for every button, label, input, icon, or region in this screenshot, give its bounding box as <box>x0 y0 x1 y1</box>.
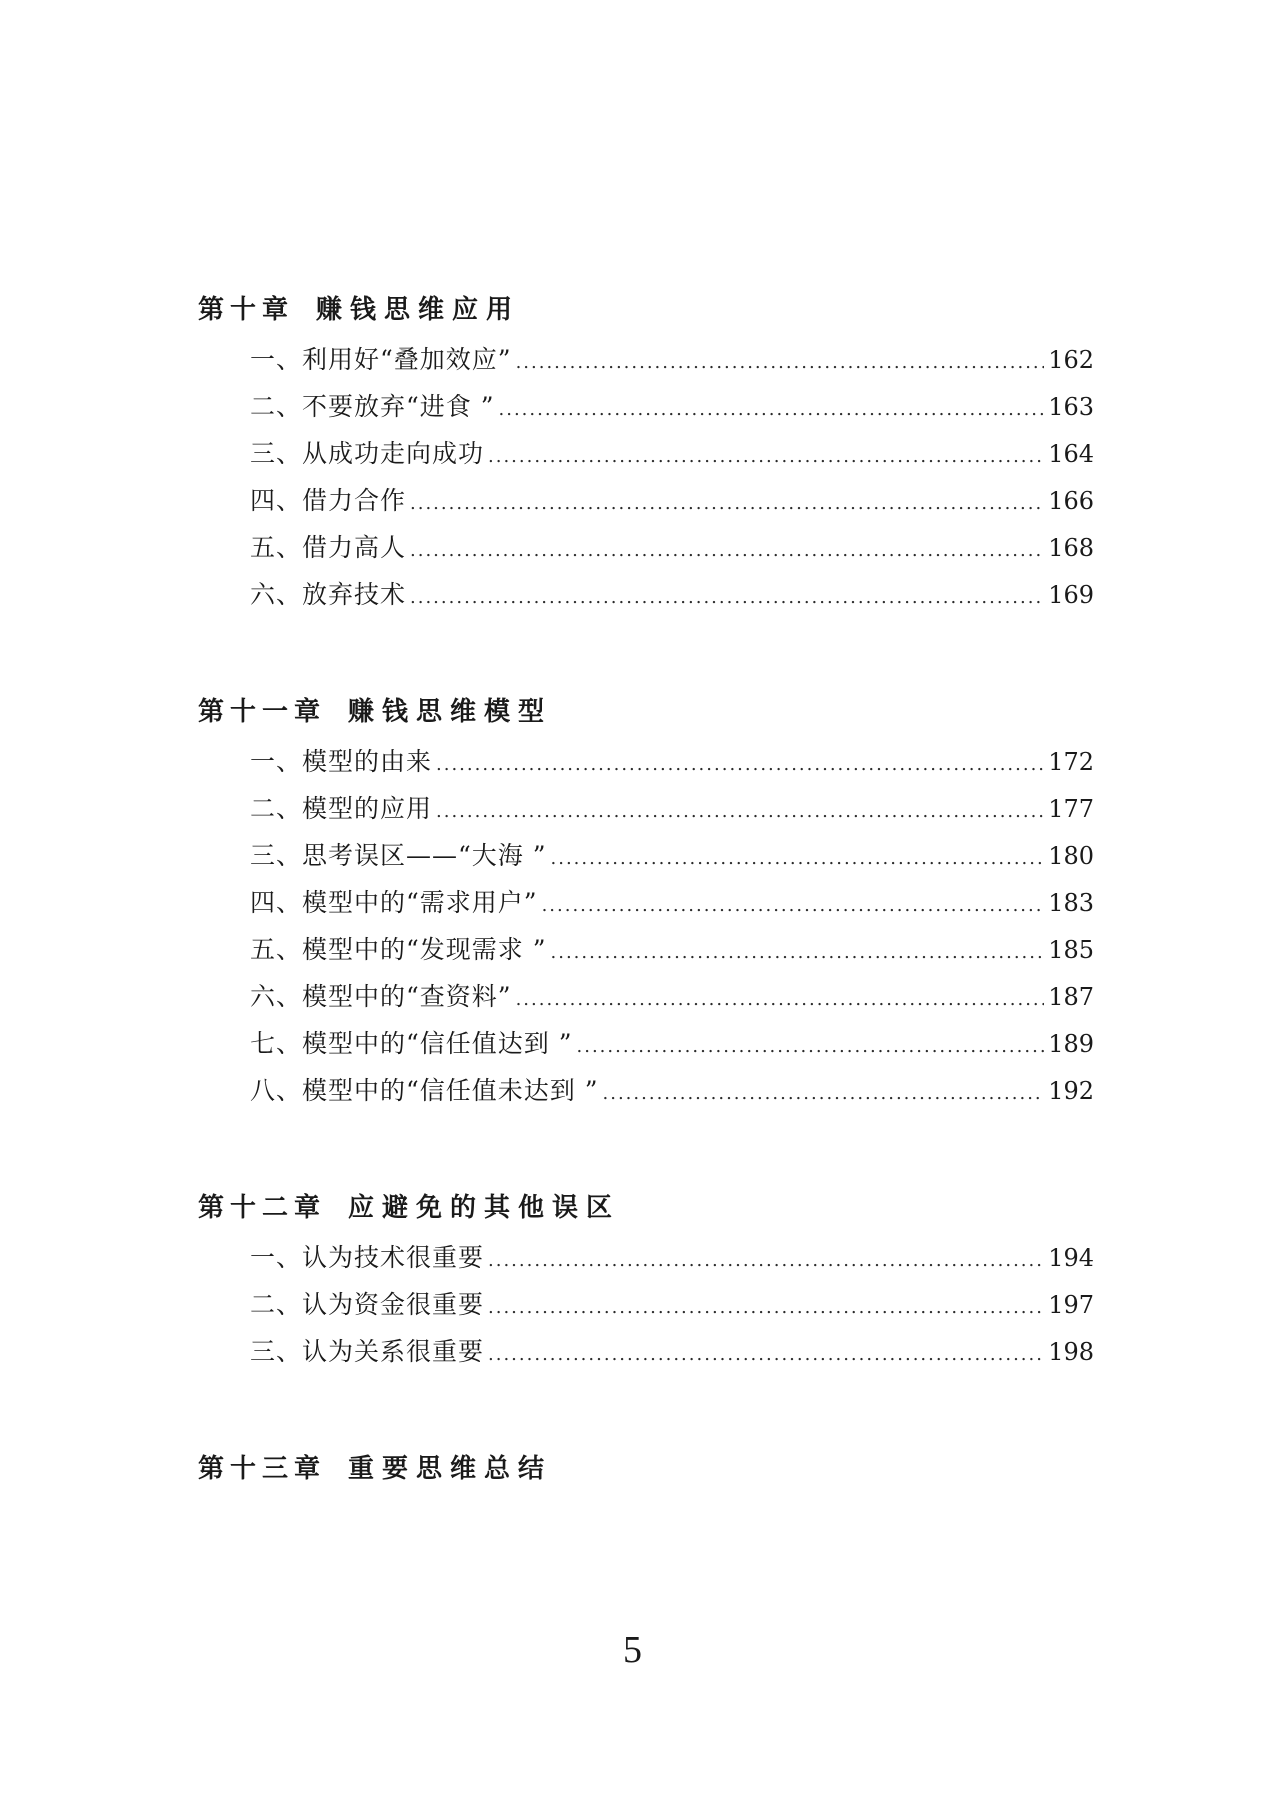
entry-title: 四、模型中的“需求用户” <box>250 888 538 917</box>
dot-leader <box>410 480 1044 527</box>
chapter-12 <box>198 1188 1094 1375</box>
chapter-name: 重要思维总结 <box>348 1454 553 1484</box>
toc-entry[interactable] <box>198 1020 1094 1067</box>
toc-entry[interactable] <box>198 571 1094 618</box>
dot-leader <box>603 1070 1045 1117</box>
toc-entry[interactable] <box>198 879 1094 926</box>
toc-entry[interactable] <box>198 1067 1094 1114</box>
entry-page-number: 192 <box>1048 1077 1094 1105</box>
entry-page-number: 180 <box>1048 842 1094 870</box>
entry-title: 三、思考误区——“大海 ” <box>250 841 547 870</box>
entry-title: 一、模型的由来 <box>250 747 433 776</box>
chapter-name: 赚钱思维模型 <box>348 697 553 727</box>
toc-entry[interactable] <box>198 477 1094 524</box>
dot-leader <box>551 835 1045 882</box>
dot-leader <box>516 976 1045 1023</box>
toc-entry[interactable] <box>198 336 1094 383</box>
entry-page-number: 197 <box>1048 1291 1094 1319</box>
entry-page-number: 185 <box>1048 936 1094 964</box>
chapter-name: 应避免的其他误区 <box>348 1193 621 1223</box>
toc-entry[interactable] <box>198 1281 1094 1328</box>
entry-page-number: 183 <box>1048 889 1094 917</box>
chapter-heading <box>198 290 1094 330</box>
chapter-number: 第十章 <box>198 295 295 325</box>
entry-page-number: 189 <box>1048 1030 1094 1058</box>
dot-leader <box>499 386 1045 433</box>
chapter-number: 第十三章 <box>198 1454 327 1484</box>
toc-entry[interactable] <box>198 738 1094 785</box>
toc-entry[interactable] <box>198 430 1094 477</box>
entry-title: 二、不要放弃“进食 ” <box>250 392 495 421</box>
toc-entry[interactable] <box>198 832 1094 879</box>
page-number: 5 <box>623 1629 642 1671</box>
dot-leader <box>488 1284 1044 1331</box>
chapter-heading <box>198 1449 1094 1489</box>
entry-page-number: 163 <box>1048 393 1094 421</box>
toc-entry[interactable] <box>198 524 1094 571</box>
entry-page-number: 162 <box>1048 346 1094 374</box>
entry-title: 三、从成功走向成功 <box>250 439 485 468</box>
chapter-name: 赚钱思维应用 <box>316 295 521 325</box>
dot-leader <box>488 1237 1044 1284</box>
chapter-number: 第十二章 <box>198 1193 327 1223</box>
dot-leader <box>410 574 1044 621</box>
entry-title: 三、认为关系很重要 <box>250 1337 485 1366</box>
entry-page-number: 169 <box>1048 581 1094 609</box>
toc-entry[interactable] <box>198 926 1094 973</box>
dot-leader <box>516 339 1045 386</box>
entry-title: 八、模型中的“信任值未达到 ” <box>250 1076 599 1105</box>
entry-page-number: 194 <box>1048 1244 1094 1272</box>
entry-title: 二、认为资金很重要 <box>250 1290 485 1319</box>
chapter-11 <box>198 692 1094 1114</box>
toc-entry[interactable] <box>198 1328 1094 1375</box>
toc-entry[interactable] <box>198 973 1094 1020</box>
toc-entry[interactable] <box>198 383 1094 430</box>
toc-entry[interactable] <box>198 1234 1094 1281</box>
entry-title: 二、模型的应用 <box>250 794 433 823</box>
toc-entry[interactable] <box>198 785 1094 832</box>
entry-title: 五、借力高人 <box>250 533 407 562</box>
entry-page-number: 198 <box>1048 1338 1094 1366</box>
dot-leader <box>488 433 1044 480</box>
chapter-heading <box>198 1188 1094 1228</box>
entry-title: 六、放弃技术 <box>250 580 407 609</box>
entry-page-number: 168 <box>1048 534 1094 562</box>
chapter-heading <box>198 692 1094 732</box>
entry-title: 七、模型中的“信任值达到 ” <box>250 1029 573 1058</box>
table-of-contents <box>198 290 1094 1563</box>
dot-leader <box>551 929 1045 976</box>
dot-leader <box>488 1331 1044 1378</box>
chapter-13 <box>198 1449 1094 1489</box>
dot-leader <box>410 527 1044 574</box>
entry-page-number: 166 <box>1048 487 1094 515</box>
entry-page-number: 164 <box>1048 440 1094 468</box>
entry-page-number: 187 <box>1048 983 1094 1011</box>
dot-leader <box>577 1023 1045 1070</box>
entry-page-number: 177 <box>1048 795 1094 823</box>
dot-leader <box>542 882 1045 929</box>
dot-leader <box>436 788 1044 835</box>
entry-title: 四、借力合作 <box>250 486 407 515</box>
entry-title: 一、利用好“叠加效应” <box>250 345 512 374</box>
entry-title: 五、模型中的“发现需求 ” <box>250 935 547 964</box>
dot-leader <box>436 741 1044 788</box>
entry-title: 一、认为技术很重要 <box>250 1243 485 1272</box>
entry-title: 六、模型中的“查资料” <box>250 982 512 1011</box>
entry-page-number: 172 <box>1048 748 1094 776</box>
chapter-10 <box>198 290 1094 618</box>
chapter-number: 第十一章 <box>198 697 327 727</box>
